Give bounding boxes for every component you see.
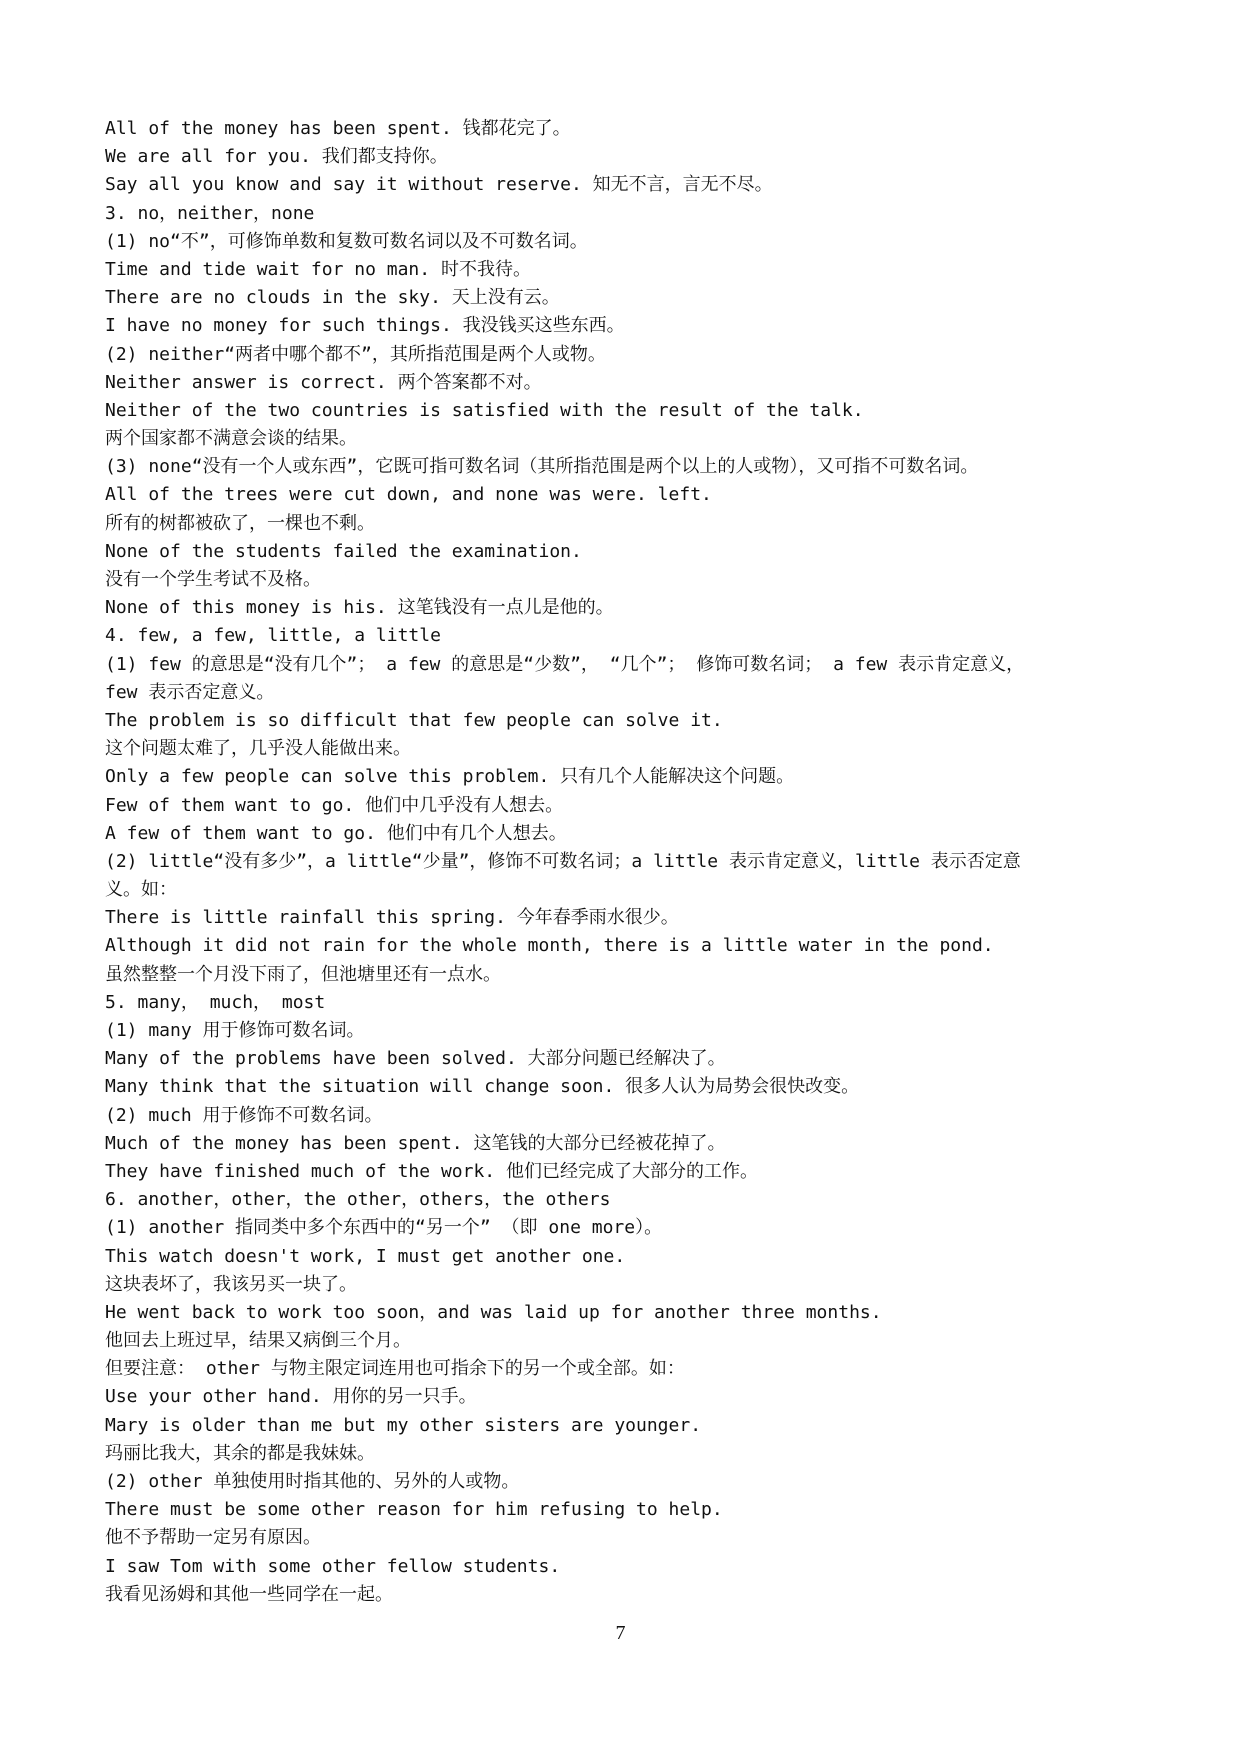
text-line: 没有一个学生考试不及格。: [105, 569, 321, 590]
text-line: All of the trees were cut down, and none was were. left.: [105, 484, 712, 506]
text-line: 他回去上班过早，结果又病倒三个月。: [105, 1330, 411, 1352]
text-line: Much of the money has been spent. 这笔钱的大部分已经被花掉了。: [105, 1132, 726, 1154]
text-line: 3. no，neither，none: [105, 202, 315, 224]
text-line: None of the students failed the examination.: [105, 540, 582, 562]
text-line: 这块表坏了，我该另买一块了。: [105, 1273, 357, 1295]
text-line: (2) neither“两者中哪个都不”，其所指范围是两个人或物。: [105, 343, 606, 365]
text-line: 6. another，other，the other，others，the others: [105, 1189, 611, 1211]
text-line: 玛丽比我大，其余的都是我妹妹。: [105, 1442, 375, 1464]
text-line: 5. many， much， most: [105, 991, 326, 1013]
text-line: (2) other 单独使用时指其他的、另外的人或物。: [105, 1471, 520, 1492]
text-line: He went back to work too soon，and was laid up for another three months.: [105, 1301, 882, 1323]
text-line: They have finished much of the work. 他们已经完成了大部分的工作。: [105, 1160, 758, 1182]
page-body-text: [105, 115, 1145, 1609]
text-line: There must be some other reason for him refusing to help.: [105, 1499, 723, 1521]
text-line: (1) many 用于修饰可数名词。: [105, 1020, 365, 1041]
text-line: There is little rainfall this spring. 今年春季雨水很少。: [105, 907, 679, 929]
text-line: Time and tide wait for no man. 时不我待。: [105, 258, 531, 280]
text-line: Although it did not rain for the whole month, there is a little water in the pond.: [105, 935, 994, 957]
text-line: 这个问题太难了，几乎没人能做出来。: [105, 738, 411, 760]
text-line: All of the money has been spent. 钱都花完了。: [105, 118, 571, 139]
text-line: (1) no“不”，可修饰单数和复数可数名词以及不可数名词。: [105, 230, 588, 252]
text-line: 虽然整整一个月没下雨了，但池塘里还有一点水。: [105, 963, 501, 985]
text-line: 但要注意： other 与物主限定词连用也可指余下的另一个或全部。如：: [105, 1358, 685, 1380]
text-line: I saw Tom with some other fellow students.: [105, 1555, 561, 1577]
text-line: Neither of the two countries is satisfied with the result of the talk.: [105, 399, 864, 421]
text-line: This watch doesn't work, I must get another one.: [105, 1245, 626, 1267]
text-line: Few of them want to go. 他们中几乎没有人想去。: [105, 794, 564, 816]
text-line: 两个国家都不满意会谈的结果。: [105, 428, 357, 450]
text-line: Many think that the situation will change soon. 很多人认为局势会很快改变。: [105, 1076, 860, 1098]
text-line: (2) much 用于修饰不可数名词。: [105, 1104, 383, 1126]
text-line: 我看见汤姆和其他一些同学在一起。: [105, 1583, 393, 1605]
text-line: Many of the problems have been solved. 大部分问题已经解决了。: [105, 1048, 726, 1070]
text-line: Neither answer is correct. 两个答案都不对。: [105, 371, 542, 393]
text-line: A few of them want to go. 他们中有几个人想去。: [105, 822, 567, 844]
text-line: Say all you know and say it without reserve. 知无不言，言无不尽。: [105, 174, 773, 196]
text-line: I have no money for such things. 我没钱买这些东西。: [105, 315, 625, 337]
text-line: We are all for you. 我们都支持你。: [105, 146, 448, 168]
text-line: (1) few 的意思是“没有几个”； a few 的意思是“少数”， “几个”； 修饰可数名词； a few 表示肯定意义，: [105, 653, 1025, 675]
text-line: The problem is so difficult that few people can solve it.: [105, 709, 723, 731]
text-line: 义。如：: [105, 879, 177, 901]
text-line: Use your other hand. 用你的另一只手。: [105, 1386, 477, 1408]
page-number: 7: [615, 1622, 626, 1644]
text-line: None of this money is his. 这笔钱没有一点儿是他的。: [105, 597, 614, 619]
text-line: 所有的树都被砍了，一棵也不剩。: [105, 512, 375, 534]
text-line: 4. few, a few, little, a little: [105, 625, 441, 647]
text-line: few 表示否定意义。: [105, 681, 275, 703]
text-line: 他不予帮助一定另有原因。: [105, 1527, 321, 1549]
text-line: There are no clouds in the sky. 天上没有云。: [105, 287, 560, 309]
text-line: Only a few people can solve this problem. 只有几个人能解决这个问题。: [105, 766, 795, 788]
text-line: (1) another 指同类中多个东西中的“另一个” （即 one more）。: [105, 1217, 663, 1239]
text-line: Mary is older than me but my other sisters are younger.: [105, 1414, 702, 1436]
text-line: (2) little“没有多少”，a little“少量”，修饰不可数名词；a little 表示肯定意义，little 表示否定意: [105, 850, 1021, 872]
text-line: (3) none“没有一个人或东西”，它既可指可数名词（其所指范围是两个以上的人或物），又可指不可数名词。: [105, 456, 979, 478]
